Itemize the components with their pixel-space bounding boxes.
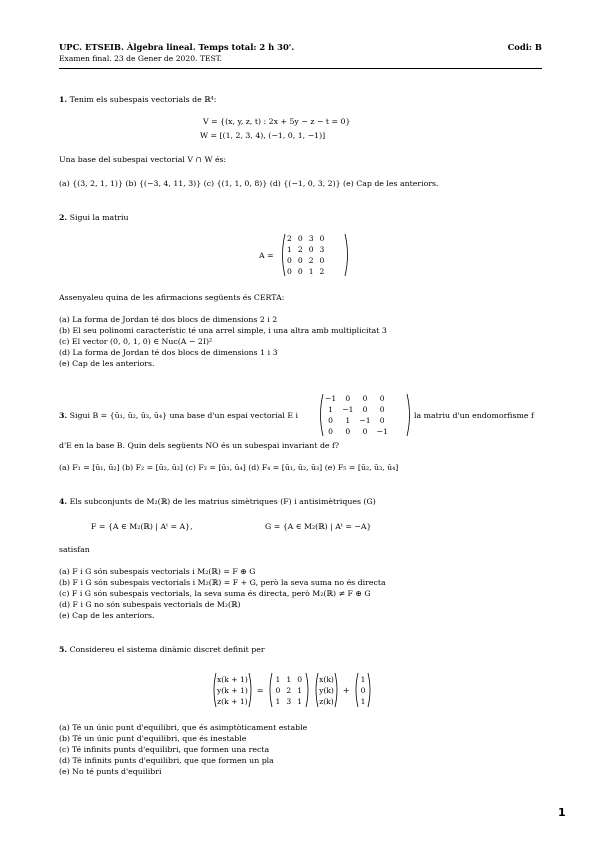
q3-matrix-cell: 0 bbox=[379, 416, 385, 425]
q2-text: Sigui la matriu bbox=[69, 213, 129, 222]
q5-matrix-row bbox=[273, 696, 306, 707]
q2-options bbox=[59, 314, 387, 369]
left-paren-icon bbox=[318, 393, 324, 437]
q5-rhs-vector-entry: z(k) bbox=[319, 696, 334, 706]
right-paren-icon bbox=[406, 393, 412, 437]
q5-option-d: (d) Té infinits punts d'equilibri, que que formen un pla bbox=[59, 756, 274, 765]
q5-equals: = bbox=[256, 685, 264, 695]
right-paren-icon bbox=[344, 233, 350, 277]
q2-matrix-row bbox=[284, 255, 327, 266]
page-number: 1 bbox=[558, 806, 566, 819]
q2-matrix-row bbox=[284, 233, 327, 244]
q4-option-c: (c) F i G són subespais vectorials, la seva suma és directa, però M₂(ℝ) ≠ F ⊕ G bbox=[59, 589, 371, 598]
q5-plus: + bbox=[342, 685, 350, 695]
q2-matrix-cell: 3 bbox=[308, 234, 314, 243]
q5-lhs-vector-entry: z(k + 1) bbox=[217, 696, 248, 706]
q3-matrix-cell: −1 bbox=[342, 405, 354, 414]
q4-option-b: (b) F i G són subespais vectorials i M₂(ℝ) = F + G, però la seva suma no és directa bbox=[59, 578, 386, 587]
q3-matrix-cell: −1 bbox=[325, 394, 337, 403]
q2-matrix-cell: 0 bbox=[319, 234, 325, 243]
q4-satisfan: satisfan bbox=[59, 545, 90, 554]
q5-matrix-cell: 0 bbox=[275, 685, 281, 695]
q3-matrix-cell: −1 bbox=[359, 416, 371, 425]
q1-eq-w: W = [(1, 2, 3, 4), (−1, 0, 1, −1)] bbox=[200, 131, 326, 140]
q2-matrix-row bbox=[284, 244, 327, 255]
q2-matrix-row bbox=[284, 266, 327, 277]
q3-matrix-cell: 0 bbox=[362, 405, 368, 414]
q5-lhs-vector bbox=[212, 672, 253, 708]
q3-matrix-row bbox=[322, 404, 391, 415]
q5-text: Considereu el sistema dinàmic discret definit per bbox=[69, 645, 265, 654]
q5-rhs-vector-entry: x(k) bbox=[319, 674, 334, 684]
q5-matrix-cell: 2 bbox=[286, 685, 292, 695]
q5-matrix-cell: 1 bbox=[275, 674, 281, 684]
q5-option-a: (a) Té un únic punt d'equilibri, que és asimptòticament estable bbox=[59, 723, 308, 732]
q2-matrix bbox=[280, 233, 327, 277]
q5-statement bbox=[59, 644, 265, 655]
q5-const-vector-entry: 0 bbox=[360, 685, 366, 695]
q5-const-vector-entry: 1 bbox=[360, 696, 366, 706]
q3-matrix-row bbox=[322, 415, 391, 426]
exam-code: Codi: B bbox=[507, 42, 542, 52]
q2-matrix-cell: 0 bbox=[297, 256, 303, 265]
q2-matrix-cell: 0 bbox=[308, 245, 314, 254]
right-paren-icon bbox=[305, 672, 310, 708]
q3-matrix-cell: 0 bbox=[379, 405, 385, 414]
q2-matrix-cell: 3 bbox=[319, 245, 325, 254]
q2-matrix-cell: 1 bbox=[308, 267, 314, 276]
right-paren-icon bbox=[248, 672, 253, 708]
q3-matrix-cell: 0 bbox=[345, 394, 351, 403]
q5-matrix-row bbox=[273, 674, 306, 685]
q4-options bbox=[59, 566, 386, 621]
q5-rhs-vector bbox=[314, 672, 339, 708]
q3-text-after: la matriu d'un endomorfisme f bbox=[414, 411, 534, 420]
right-paren-icon bbox=[334, 672, 339, 708]
q5-matrix-cell: 3 bbox=[286, 696, 292, 706]
q2-option-e: (e) Cap de les anteriors. bbox=[59, 359, 155, 368]
q3-matrix-cell: 0 bbox=[345, 427, 351, 436]
exam-header bbox=[59, 42, 542, 64]
q5-options bbox=[59, 722, 307, 777]
q2-number: 2. bbox=[59, 213, 68, 222]
q5-const-vector-entry: 1 bbox=[360, 674, 366, 684]
q5-matrix-row bbox=[273, 685, 306, 696]
q2-matrix-cell: 2 bbox=[319, 267, 325, 276]
q3-text-line2: d'E en la base B. Quin dels següents NO és un subespai invariant de f? bbox=[59, 441, 340, 450]
left-paren-icon bbox=[280, 233, 286, 277]
q1-statement bbox=[59, 94, 216, 105]
q1-options: (a) {(3, 2, 1, 1)} (b) {(−3, 4, 11, 3)} (c) {(1, 1, 0, 8)} (d) {(−1, 0, 3, 2)} (e) Cap de les anteriors. bbox=[59, 179, 439, 188]
q2-matrix-cell: 2 bbox=[308, 256, 314, 265]
q4-option-a: (a) F i G són subespais vectorials i M₂(ℝ) = F ⊕ G bbox=[59, 567, 256, 576]
q2-option-c: (c) El vector (0, 0, 1, 0) ∈ Nuc(A − 2I)² bbox=[59, 337, 213, 346]
q5-option-c: (c) Té infinits punts d'equilibri, que formen una recta bbox=[59, 745, 270, 754]
q5-matrix-cell: 1 bbox=[275, 696, 281, 706]
right-paren-icon bbox=[367, 672, 372, 708]
q3-number: 3. bbox=[59, 411, 68, 420]
q5-number: 5. bbox=[59, 645, 68, 654]
q3-matrix-cell: 1 bbox=[328, 405, 334, 414]
q3-matrix-grid bbox=[322, 393, 391, 437]
q1-number: 1. bbox=[59, 95, 68, 104]
q5-matrix-cell: 1 bbox=[297, 685, 303, 695]
q2-option-b: (b) El seu polinomi característic té una arrel simple, i una altra amb multiplicitat 3 bbox=[59, 326, 387, 335]
q5-option-e: (e) No té punts d'equilibri bbox=[59, 767, 162, 776]
q5-system-equation bbox=[212, 672, 372, 708]
q5-lhs-vector-entry: x(k + 1) bbox=[217, 674, 248, 684]
q4-statement bbox=[59, 496, 376, 507]
q5-matrix-cell: 0 bbox=[297, 674, 303, 684]
q2-matrix-cell: 2 bbox=[287, 234, 292, 243]
q3-statement bbox=[59, 410, 298, 421]
q5-matrix bbox=[268, 672, 311, 708]
header-rule bbox=[59, 68, 542, 69]
q4-number: 4. bbox=[59, 497, 68, 506]
q2-matrix-cell: 0 bbox=[287, 267, 292, 276]
q2-matrix-grid bbox=[284, 233, 327, 277]
q1-question: Una base del subespai vectorial V ∩ W és: bbox=[59, 155, 227, 164]
q4-eq-f: F = {A ∈ M₂(ℝ) | Aᵗ = A}, bbox=[91, 522, 193, 531]
q4-text: Els subconjunts de M₂(ℝ) de les matrius simètriques (F) i antisimètriques (G) bbox=[69, 497, 376, 506]
q4-option-e: (e) Cap de les anteriors. bbox=[59, 611, 155, 620]
q4-option-d: (d) F i G no són subespais vectorials de M₂(ℝ) bbox=[59, 600, 241, 609]
q3-matrix-cell: 0 bbox=[379, 394, 385, 403]
q3-matrix-row bbox=[322, 426, 391, 437]
q1-eq-v: V = {(x, y, z, t) : 2x + 5y − z − t = 0} bbox=[203, 117, 351, 126]
q2-option-d: (d) La forma de Jordan té dos blocs de dimensions 1 i 3 bbox=[59, 348, 278, 357]
q3-matrix bbox=[318, 393, 391, 437]
q3-matrix-cell: 0 bbox=[362, 394, 368, 403]
q2-matrix-cell: 0 bbox=[319, 256, 325, 265]
q3-matrix-cell: 0 bbox=[328, 427, 334, 436]
q2-matrix-cell: 2 bbox=[297, 245, 303, 254]
q2-statement bbox=[59, 212, 128, 223]
q4-eq-g: G = {A ∈ M₂(ℝ) | Aᵗ = −A} bbox=[265, 522, 372, 531]
q2-matrix-cell: 0 bbox=[287, 256, 292, 265]
q2-question: Assenyaleu quina de les afirmacions següents és CERTA: bbox=[59, 293, 285, 302]
q3-matrix-cell: 1 bbox=[345, 416, 351, 425]
q5-option-b: (b) Té un únic punt d'equilibri, que és inestable bbox=[59, 734, 247, 743]
q3-text-before: Sigui B = {ū₁, ū₂, ū₃, ū₄} una base d'un espai vectorial E i bbox=[69, 411, 299, 420]
q5-const-vector bbox=[354, 672, 373, 708]
q5-rhs-vector-entry: y(k) bbox=[319, 685, 334, 695]
exam-subtitle: Examen final. 23 de Gener de 2020. TEST. bbox=[59, 54, 223, 63]
q3-matrix-cell: 0 bbox=[328, 416, 334, 425]
q2-matrix-cell: 0 bbox=[297, 234, 303, 243]
exam-title: UPC. ETSEIB. Àlgebra lineal. Temps total: 2 h 30'. bbox=[59, 42, 295, 52]
q5-matrix-cell: 1 bbox=[297, 696, 303, 706]
q5-lhs-vector-entry: y(k + 1) bbox=[217, 685, 248, 695]
q5-matrix-cell: 1 bbox=[286, 674, 292, 684]
q2-matrix-lhs: A = bbox=[259, 251, 274, 260]
q2-matrix-cell: 1 bbox=[287, 245, 292, 254]
q3-options: (a) F₁ = [ū₁, ū₂] (b) F₂ = [ū₂, ū₃] (c) F₃ = [ū₃, ū₄] (d) F₄ = [ū₁, ū₂, ū₃] (e) F₅ = [ū₂, ū₃, ū₄] bbox=[59, 463, 399, 472]
q3-matrix-row bbox=[322, 393, 391, 404]
q3-matrix-cell: 0 bbox=[362, 427, 368, 436]
q1-text: Tenim els subespais vectorials de ℝ⁴: bbox=[69, 95, 217, 104]
q2-option-a: (a) La forma de Jordan té dos blocs de dimensions 2 i 2 bbox=[59, 315, 278, 324]
q3-matrix-cell: −1 bbox=[376, 427, 388, 436]
q2-matrix-cell: 0 bbox=[297, 267, 303, 276]
